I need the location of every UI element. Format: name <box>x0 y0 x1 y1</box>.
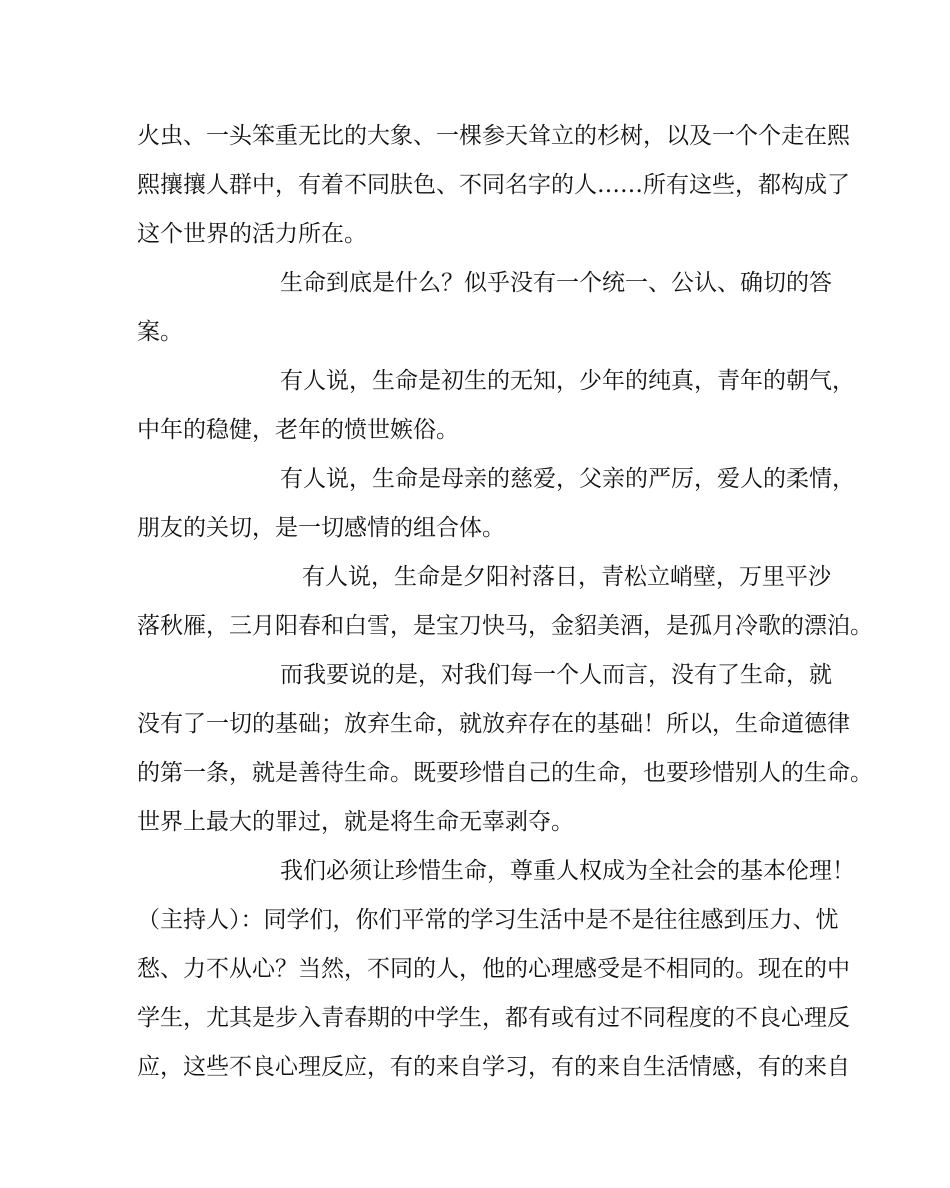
paragraph-first-line: 有人说，生命是初生的无知，少年的纯真，青年的朝气， <box>280 368 855 394</box>
text-line: 案。 <box>137 319 183 345</box>
text-line: 朋友的关切，是一切感情的组合体。 <box>137 515 505 541</box>
text-line: 火虫、一头笨重无比的大象、一棵参天耸立的杉树，以及一个个走在熙 <box>137 123 850 149</box>
text-line: 学生，尤其是步入青春期的中学生，都有或有过不同程度的不良心理反 <box>137 1005 850 1031</box>
text-line: 的第一条，就是善待生命。既要珍惜自己的生命，也要珍惜别人的生命。 <box>137 760 873 786</box>
paragraph-first-line: 生命到底是什么？似乎没有一个统一、公认、确切的答 <box>280 270 832 296</box>
text-line: 世界上最大的罪过，就是将生命无辜剥夺。 <box>137 809 574 835</box>
text-line: 没有了一切的基础；放弃生命，就放弃存在的基础！所以，生命道德律 <box>137 711 850 737</box>
text-line: 中年的稳健，老年的愤世嫉俗。 <box>137 417 459 443</box>
paragraph-first-line: 有人说，生命是夕阳衬落日，青松立峭壁，万里平沙 <box>302 564 831 590</box>
paragraph-first-line: 我们必须让珍惜生命，尊重人权成为全社会的基本伦理！ <box>280 858 855 884</box>
text-line: 应，这些不良心理反应，有的来自学习，有的来自生活情感，有的来自 <box>137 1054 850 1080</box>
text-line: 这个世界的活力所在。 <box>137 221 367 247</box>
paragraph-first-line: 而我要说的是，对我们每一个人而言，没有了生命，就 <box>280 662 832 688</box>
text-line: 熙攘攘人群中，有着不同肤色、不同名字的人……所有这些，都构成了 <box>137 172 850 198</box>
paragraph-first-line: 有人说，生命是母亲的慈爱，父亲的严厉，爱人的柔情， <box>280 466 855 492</box>
text-line: 落秋雁，三月阳春和白雪，是宝刀快马，金貂美酒，是孤月冷歌的漂泊。 <box>137 613 873 639</box>
text-line: （主持人）：同学们，你们平常的学习生活中是不是往往感到压力、忧 <box>137 907 839 933</box>
text-line: 愁、力不从心？当然，不同的人，他的心理感受是不相同的。现在的中 <box>137 956 850 982</box>
